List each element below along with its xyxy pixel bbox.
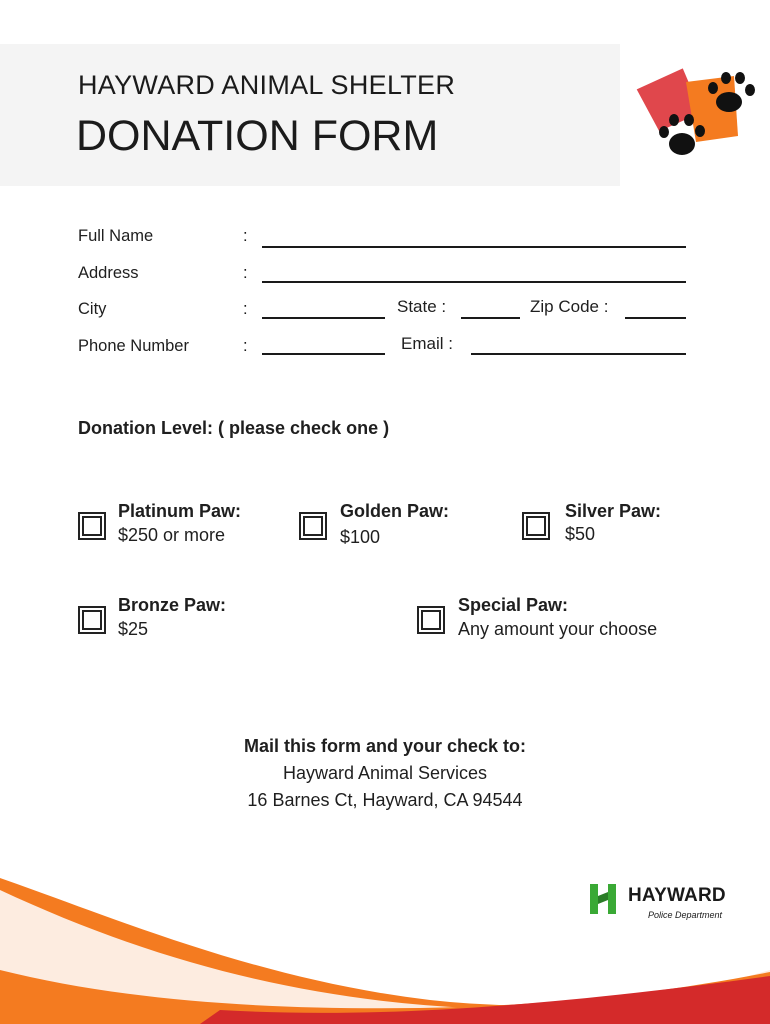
brand-subtitle: Police Department — [648, 910, 723, 920]
phone-number-field[interactable] — [262, 353, 385, 355]
address-field[interactable] — [262, 281, 686, 283]
donation-level-heading: Donation Level: ( please check one ) — [78, 418, 390, 438]
mail-heading: Mail this form and your check to: — [243, 736, 527, 756]
silver-paw-checkbox[interactable] — [522, 512, 550, 540]
special-paw-label: Special Paw: — [458, 595, 569, 615]
address-label: Address — [78, 264, 139, 282]
full-name-field[interactable] — [262, 246, 686, 248]
state-label: State : — [397, 297, 447, 316]
mail-recipient: Hayward Animal Services — [282, 763, 488, 783]
golden-paw-label: Golden Paw: — [340, 501, 450, 521]
zip-code-label: Zip Code : — [530, 297, 609, 316]
phone-number-colon: : — [243, 337, 248, 355]
silver-paw-amount: $50 — [565, 524, 596, 544]
email-field[interactable] — [471, 353, 686, 355]
golden-paw-checkbox[interactable] — [299, 512, 327, 540]
special-paw-amount: Any amount your choose — [458, 619, 658, 639]
full-name-label: Full Name — [78, 227, 154, 245]
city-field[interactable] — [262, 317, 385, 319]
organization-title: HAYWARD ANIMAL SHELTER — [78, 70, 456, 100]
bronze-paw-label: Bronze Paw: — [118, 595, 227, 615]
city-colon: : — [243, 300, 248, 318]
platinum-paw-checkbox[interactable] — [78, 512, 106, 540]
state-field[interactable] — [461, 317, 520, 319]
city-label: City — [78, 300, 107, 318]
golden-paw-amount: $100 — [340, 527, 381, 547]
platinum-paw-label: Platinum Paw: — [118, 501, 242, 521]
platinum-paw-amount: $250 or more — [118, 525, 226, 545]
zip-code-field[interactable] — [625, 317, 686, 319]
silver-paw-label: Silver Paw: — [565, 501, 662, 521]
email-label: Email : — [401, 334, 453, 353]
bronze-paw-amount: $25 — [118, 619, 149, 639]
mail-address: 16 Barnes Ct, Hayward, CA 94544 — [247, 790, 523, 810]
paw-print-logo — [634, 64, 758, 164]
brand-name: HAYWARD — [628, 885, 726, 906]
special-paw-checkbox[interactable] — [417, 606, 445, 634]
full-name-colon: : — [243, 227, 248, 245]
address-colon: : — [243, 264, 248, 282]
form-title: DONATION FORM — [76, 112, 439, 160]
phone-number-label: Phone Number — [78, 337, 189, 355]
bronze-paw-checkbox[interactable] — [78, 606, 106, 634]
